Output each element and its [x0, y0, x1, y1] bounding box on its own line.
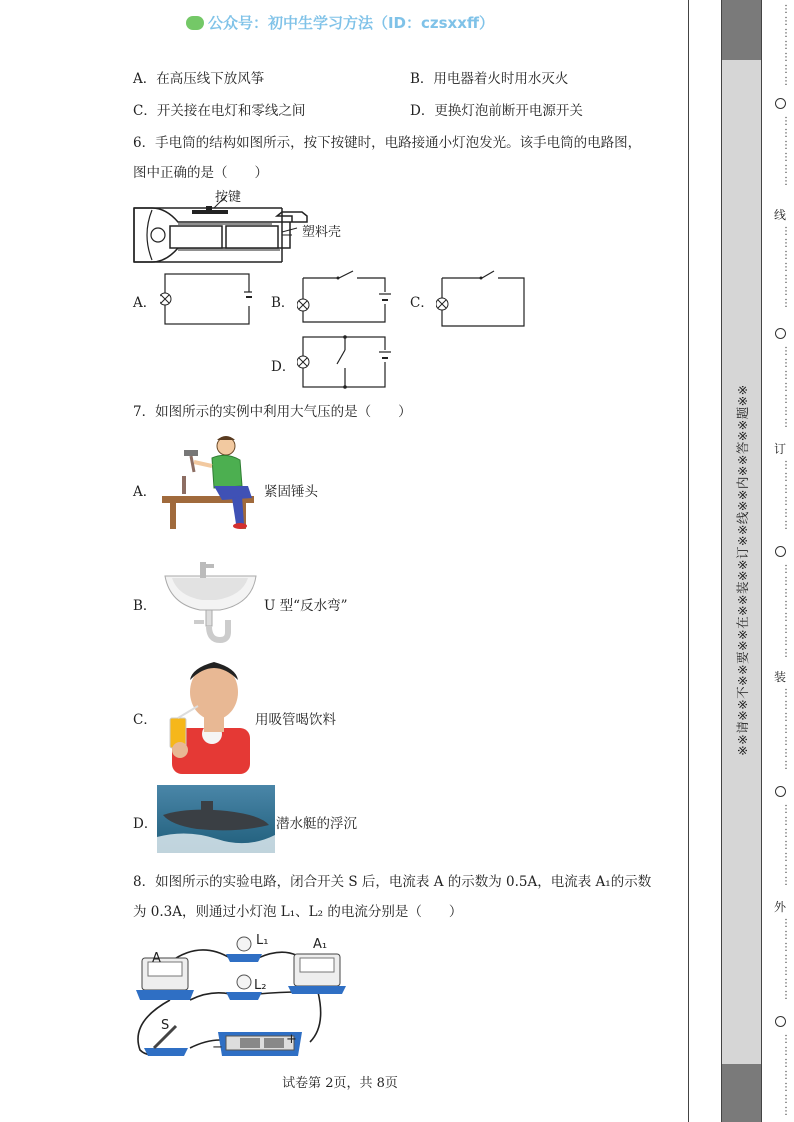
- binding-mark-ding: 订: [774, 442, 787, 456]
- circuit-d: [297, 334, 391, 390]
- q6-stem-line1: 6．手电筒的结构如图所示，按下按键时，电路接通小灯泡发光。该手电筒的电路图，: [133, 135, 642, 151]
- circuit-a: [160, 272, 252, 326]
- label-ammeter-a1: A₁: [313, 937, 328, 952]
- q7-option-b-label: B．: [133, 598, 157, 614]
- q7-option-c-caption: 用吸管喝饮料: [255, 712, 336, 728]
- binding-dots: ⋮ ⋮ ⋮ ⋮ ⋮ ⋮ ⋮: [781, 918, 791, 1001]
- binding-dots: ⋮ ⋮ ⋮ ⋮ ⋮ ⋮ ⋮: [781, 1034, 791, 1117]
- binding-ring: [775, 328, 786, 339]
- q5-option-d: D．更换灯泡前断开电源开关: [410, 103, 583, 119]
- q7-option-a-label: A．: [133, 484, 157, 500]
- binding-dots: ⋮ ⋮ ⋮ ⋮ ⋮ ⋮: [781, 460, 791, 531]
- label-ammeter-a: A: [152, 951, 161, 966]
- binding-ring: [775, 786, 786, 797]
- q5-option-a: A．在高压线下放风筝: [133, 71, 265, 87]
- label-plus: +: [286, 1032, 297, 1047]
- binding-band-edge-right: [761, 0, 762, 1122]
- q6-stem-line2: 图中正确的是（ ）: [133, 165, 268, 181]
- circuit-b: [297, 270, 391, 330]
- q7-option-c-label: C．: [133, 712, 157, 728]
- binding-notice: ※※请※※不※※要※※在※※装※※订※※线※※内※※答※※题※※: [735, 384, 750, 756]
- binding-dots: ⋮ ⋮ ⋮ ⋮ ⋮ ⋮ ⋮: [781, 346, 791, 429]
- binding-dots: ⋮ ⋮ ⋮ ⋮ ⋮ ⋮ ⋮: [781, 804, 791, 887]
- q6-option-b-label: B．: [271, 295, 295, 311]
- image-boy-drinking: [164, 658, 250, 774]
- label-switch-s: S: [161, 1018, 170, 1033]
- label-minus: −: [212, 1040, 223, 1055]
- binding-mark-xian: 线: [774, 208, 787, 222]
- q7-option-b-caption: U 型“反水弯”: [264, 598, 348, 614]
- image-man-hammer: [160, 432, 262, 532]
- q8-stem-line1: 8．如图所示的实验电路，闭合开关 S 后，电流表 A 的示数为 0.5A，电流表 A₁的示数: [133, 874, 652, 890]
- label-key: 按键: [215, 190, 242, 205]
- binding-mark-wai: 外: [774, 900, 787, 914]
- q6-option-c-label: C．: [410, 295, 434, 311]
- label-plastic-shell: 塑料壳: [302, 225, 342, 240]
- binding-ring: [775, 1016, 786, 1027]
- page-footer: 试卷第 2页，共 8页: [282, 1076, 398, 1091]
- binding-dots: ⋮ ⋮ ⋮ ⋮ ⋮ ⋮ ⋮: [781, 4, 791, 87]
- binding-border-left: [688, 0, 689, 1122]
- wechat-icon: [186, 16, 204, 30]
- q5-option-c: C．开关接在电灯和零线之间: [133, 103, 306, 119]
- q5-option-b: B．用电器着火时用水灭火: [410, 71, 569, 87]
- image-sink-trap: [160, 558, 260, 644]
- watermark: 公众号：初中生学习方法（ID：czsxxff）: [0, 12, 680, 33]
- binding-ring: [775, 546, 786, 557]
- q7-stem: 7．如图所示的实例中利用大气压的是（ ）: [133, 404, 412, 420]
- q6-option-d-label: D．: [271, 359, 296, 375]
- image-submarine: [157, 785, 275, 853]
- binding-band-top: [721, 0, 761, 60]
- binding-band-edge-left: [721, 0, 722, 1122]
- q7-option-a-caption: 紧固锤头: [264, 484, 318, 500]
- circuit-c: [436, 270, 528, 330]
- binding-mark-zhuang: 装: [774, 670, 787, 684]
- binding-dots: ⋮ ⋮ ⋮ ⋮ ⋮ ⋮: [781, 116, 791, 187]
- binding-dots: ⋮ ⋮ ⋮ ⋮ ⋮ ⋮ ⋮: [781, 688, 791, 771]
- binding-dots: ⋮ ⋮ ⋮ ⋮ ⋮ ⋮ ⋮: [781, 226, 791, 309]
- q8-stem-line2: 为 0.3A，则通过小灯泡 L₁、L₂ 的电流分别是（ ）: [133, 904, 463, 920]
- label-lamp-l1: L₁: [256, 933, 269, 948]
- label-lamp-l2: L₂: [254, 978, 267, 993]
- q7-option-d-label: D．: [133, 816, 158, 832]
- q6-option-a-label: A．: [133, 295, 157, 311]
- binding-dots: ⋮ ⋮ ⋮ ⋮ ⋮ ⋮ ⋮ ⋮: [781, 564, 791, 659]
- binding-band-bottom: [721, 1064, 761, 1122]
- q7-option-d-caption: 潜水艇的浮沉: [276, 816, 357, 832]
- binding-ring: [775, 98, 786, 109]
